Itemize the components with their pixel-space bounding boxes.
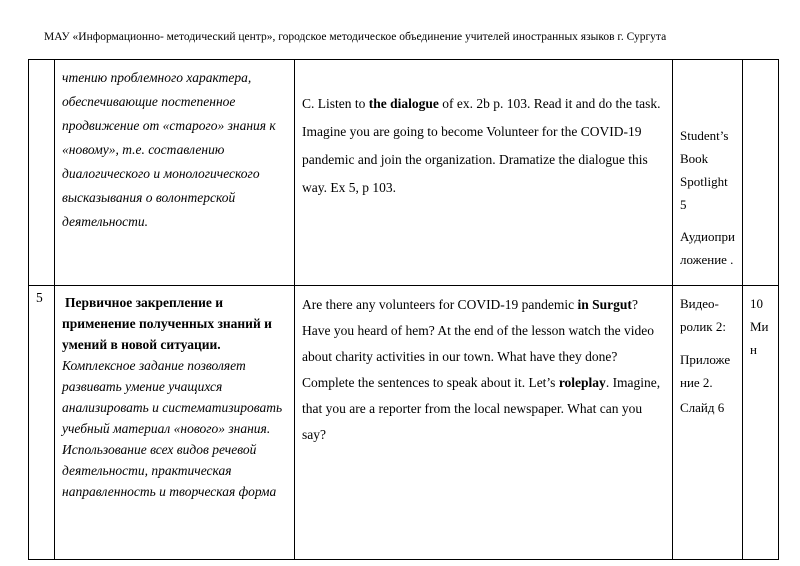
resource-item: Приложение 2. (680, 352, 731, 390)
cell-lesson-stage (55, 286, 295, 560)
stage-description (62, 292, 287, 502)
table-row (29, 286, 779, 560)
time-value: 10 Мин (750, 296, 769, 357)
stage-description: чтению проблемного характера, обеспечивающие постепенное продвижение от «старого» знания к «новому», т.е. составлению диалогического и монологического высказывания о волонтерской деятельности. (62, 70, 276, 229)
cell-time (743, 60, 779, 286)
activity-paragraph (302, 90, 665, 118)
text-run: . Imagine, that you are a reporter from the local newspaper. What can you say? (302, 375, 661, 442)
cell-time (743, 286, 779, 560)
resource-item: Student’s Book Spotlight 5 (680, 128, 729, 212)
text-run: C. Listen to (302, 96, 369, 111)
cell-row-number (29, 60, 55, 286)
cell-lesson-activity (295, 286, 673, 560)
text-run: Are there any volunteers for COVID-19 pandemic (302, 297, 578, 312)
resource-item: Видео-ролик 2: (680, 296, 726, 334)
text-run: of ex. 2b p. 103. Read it and do the task. (438, 96, 661, 111)
table-row (29, 60, 779, 286)
text-run-bold: roleplay (558, 375, 606, 390)
cell-resources (673, 286, 743, 560)
activity-paragraph: Imagine you are going to become Volunteer for the COVID-19 pandemic and join the organization. Dramatize the dialogue this way. Ex 5, p 103. (302, 124, 648, 195)
cell-lesson-activity (295, 60, 673, 286)
text-run-bold: the dialogue (368, 96, 439, 111)
stage-note-italic: Комплексное задание позволяет развивать умение учащихся анализировать и систематизировать учебный материал «нового» знания. Использование всех видов речевой деятельности, практическая направленность и творческая форма (62, 358, 283, 499)
cell-lesson-stage (55, 60, 295, 286)
cell-resources (673, 60, 743, 286)
stage-title-bold: Первичное закрепление и применение полученных знаний и умений в новой ситуации. (62, 295, 272, 352)
lesson-plan-table (28, 59, 779, 560)
resource-item: Аудиоприложение . (680, 229, 735, 267)
text-run: ? Have you heard of hem? At the end of the lesson watch the video about charity activities in our town. What have they done? Complete the sentences to speak about it. Let’s (302, 297, 655, 390)
resource-item: Слайд 6 (680, 400, 725, 415)
document-header: МАУ «Информационно- методический центр», городское методическое объединение учителей иностранных языков г. Сургута (44, 31, 667, 43)
cell-row-number: 5 (29, 286, 55, 560)
activity-paragraph (302, 292, 665, 448)
text-run-bold: in Surgut (577, 297, 632, 312)
